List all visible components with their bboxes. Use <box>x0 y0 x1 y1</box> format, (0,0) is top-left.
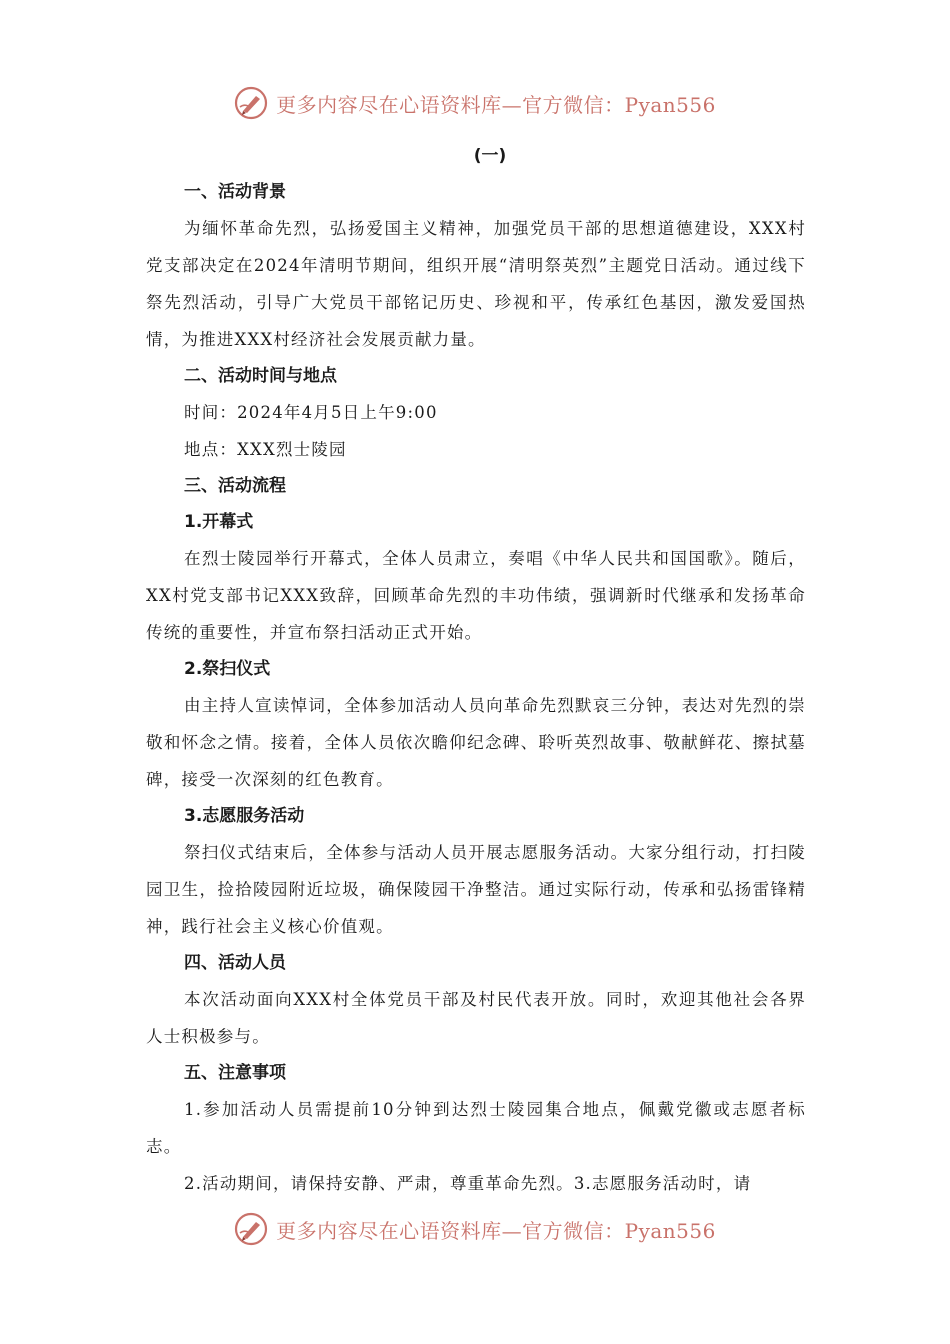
paragraph-opening: 在烈士陵园举行开幕式，全体人员肃立，奏唱《中华人民共和国国歌》。随后，XX村党支部书记XXX致辞，回顾革命先烈的丰功伟绩，强调新时代继承和发扬革命传统的重要性，并宣布祭扫活动正式开始。 <box>146 549 806 642</box>
pen-logo-icon <box>234 1212 268 1246</box>
paragraph-background: 为缅怀革命先烈，弘扬爱国主义精神，加强党员干部的思想道德建设，XXX村党支部决定在2024年清明节期间，组织开展“清明祭英烈”主题党日活动。通过线下祭先烈活动，引导广大党员干部铭记历史、珍视和平，传承红色基因，激发爱国热情，为推进XXX村经济社会发展贡献力量。 <box>146 219 806 349</box>
paragraph-ceremony: 由主持人宣读悼词，全体参加活动人员向革命先烈默哀三分钟，表达对先烈的崇敬和怀念之情。接着，全体人员依次瞻仰纪念碑、聆听英烈故事、敬献鲜花、擦拭墓碑，接受一次深刻的红色教育。 <box>146 696 806 789</box>
section-heading-background: 一、活动背景 <box>184 182 286 202</box>
subheading-volunteer: 3.志愿服务活动 <box>184 806 305 826</box>
pen-logo-icon <box>234 86 268 120</box>
document-body <box>146 138 806 1202</box>
section-heading-time-place: 二、活动时间与地点 <box>184 366 337 386</box>
paragraph-note-2: 2.活动期间，请保持安静、严肃，尊重革命先烈。3.志愿服务活动时，请 <box>184 1174 752 1193</box>
section-heading-process: 三、活动流程 <box>184 476 286 496</box>
header-watermark <box>0 83 950 123</box>
paragraph-volunteer: 祭扫仪式结束后，全体参与活动人员开展志愿服务活动。大家分组行动，打扫陵园卫生，捡拾陵园附近垃圾，确保陵园干净整洁。通过实际行动，传承和弘扬雷锋精神，践行社会主义核心价值观。 <box>146 843 806 936</box>
paragraph-participants: 本次活动面向XXX村全体党员干部及村民代表开放。同时，欢迎其他社会各界人士积极参与。 <box>146 990 806 1046</box>
section-heading-participants: 四、活动人员 <box>184 953 286 973</box>
subheading-ceremony: 2.祭扫仪式 <box>184 659 271 679</box>
watermark-text: 更多内容尽在心语资料库—官方微信：Pyan556 <box>276 92 716 117</box>
subheading-opening: 1.开幕式 <box>184 512 254 532</box>
footer-watermark <box>0 1209 950 1249</box>
paragraph-time: 时间：2024年4月5日上午9:00 <box>184 403 438 422</box>
watermark-text: 更多内容尽在心语资料库—官方微信：Pyan556 <box>276 1218 716 1243</box>
section-heading-notes: 五、注意事项 <box>184 1063 286 1083</box>
paragraph-note-1: 1.参加活动人员需提前10分钟到达烈士陵园集合地点，佩戴党徽或志愿者标志。 <box>146 1100 806 1156</box>
document-title: (一) <box>473 146 507 166</box>
paragraph-place: 地点：XXX烈士陵园 <box>184 440 347 459</box>
